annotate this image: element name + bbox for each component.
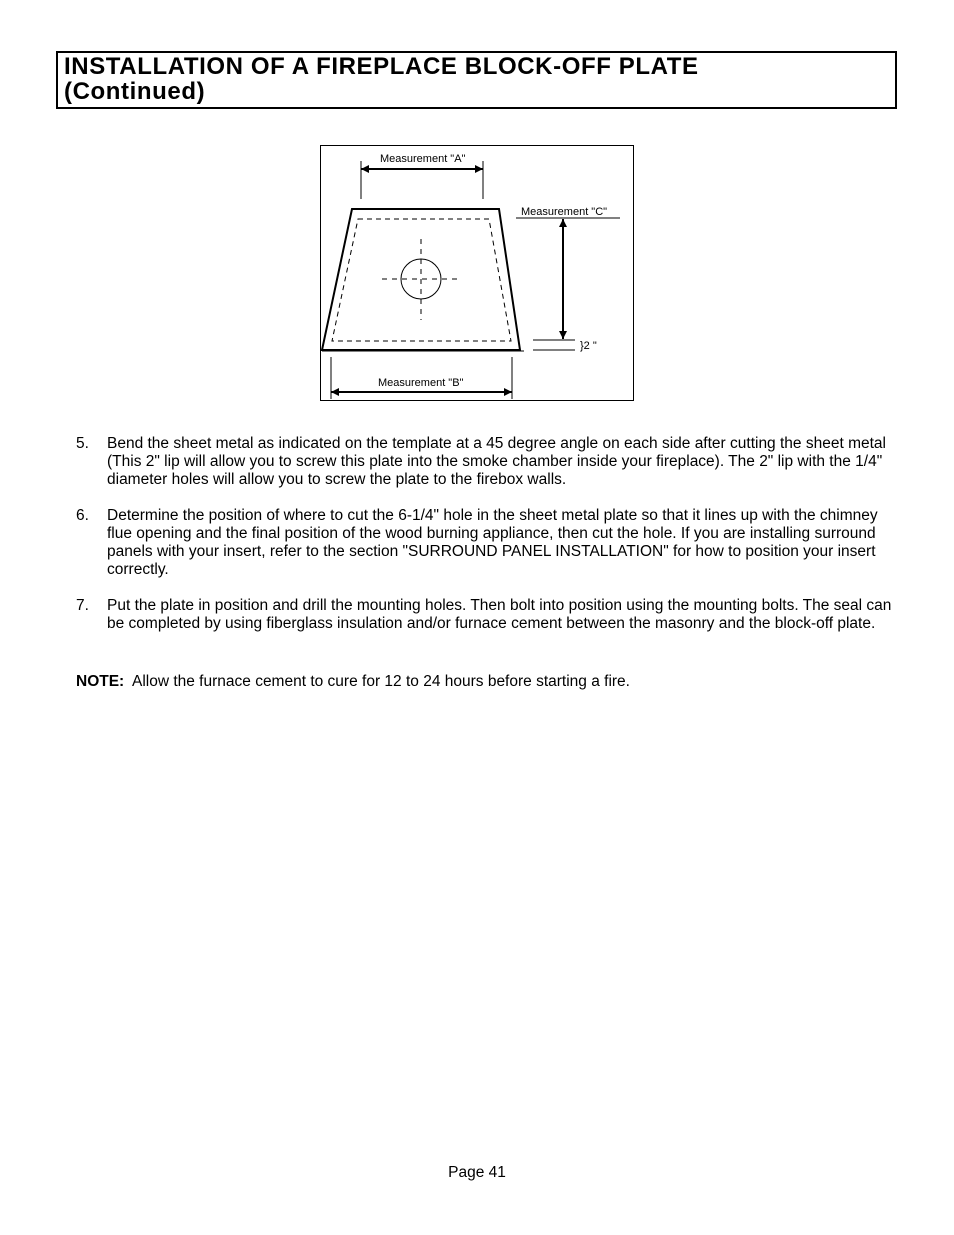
note-label: NOTE: [76,673,125,690]
step-text: Determine the position of where to cut the 6-1/4" hole in the sheet metal plate so that it lines up with the chimney flue opening and the final position of the wood burning appliance, then cut the hole. If you are installing surround panels with your insert, refer to the section "SURROUND PANEL INSTALLATION" for how to position your insert correctly. [107,507,878,578]
measurement-c-label: Measurement "C" [521,206,608,218]
block-off-plate-diagram [320,145,634,401]
measurement-a-label: Measurement "A" [380,153,466,165]
step-text: Put the plate in position and drill the mounting holes. Then bolt into position using the mounting bolts. The seal can be completed by using fiberglass insulation and/or furnace cement between the masonry and the block-off plate. [107,597,892,632]
step-number: 5. [76,435,89,452]
instruction-steps [76,435,896,651]
page-number: Page 41 [448,1164,506,1181]
lip-size-label: }2 " [580,340,597,352]
step-number: 7. [76,597,89,614]
section-title-line-1: INSTALLATION OF A FIREPLACE BLOCK-OFF PLATE [64,53,699,80]
block-off-plate-svg [320,145,634,401]
step-7 [76,597,896,633]
note-text: Allow the furnace cement to cure for 12 to 24 hours before starting a fire. [131,673,630,690]
diagram-frame [321,146,634,401]
step-text: Bend the sheet metal as indicated on the template at a 45 degree angle on each side after cutting the sheet metal (This 2" lip will allow you to screw this plate into the smoke chamber inside your fireplace). The 2" lip with the 1/4" diameter holes will allow you to screw the plate to the firebox walls. [107,435,886,488]
section-title [64,54,699,104]
step-number: 6. [76,507,89,524]
step-5 [76,435,896,489]
step-6 [76,507,896,579]
measurement-b-label: Measurement "B" [378,377,464,389]
note-paragraph [76,673,630,691]
section-title-box [56,51,897,109]
section-title-line-2: (Continued) [64,78,206,105]
